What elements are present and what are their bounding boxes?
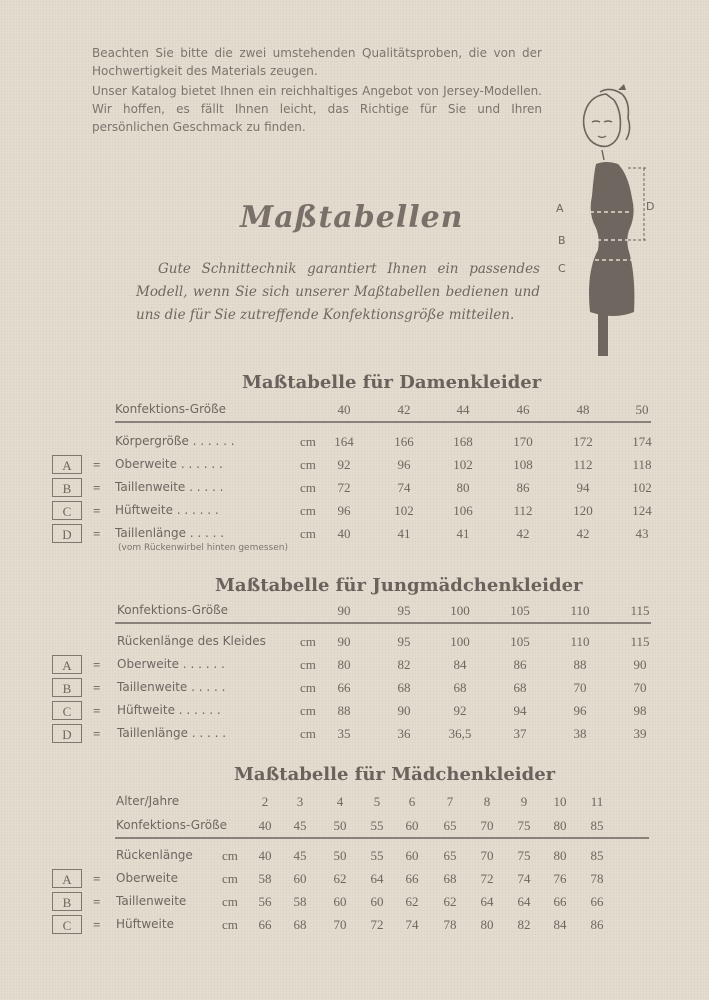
maedchen-value-cell: 66 [590, 894, 604, 909]
maedchen-row-label: Rückenlänge [116, 848, 193, 862]
jung-value-cell: 82 [397, 657, 411, 672]
damen-row-label: Oberweite . . . . . . [115, 457, 223, 471]
damen-value-cell: 86 [516, 480, 530, 495]
maedchen-age-label: Alter/Jahre [116, 794, 180, 808]
damen-value-cell: 43 [635, 526, 649, 541]
damen-value-cell: 74 [397, 480, 411, 495]
jung-value-cell: 88 [337, 703, 351, 718]
damen-value-cell: 96 [397, 457, 411, 472]
maedchen-value-cell: 84 [553, 917, 567, 932]
jung-row-unit: cm [300, 726, 316, 741]
jung-value-cell: 105 [510, 634, 530, 649]
damen-value-cell: 42 [576, 526, 590, 541]
maedchen-size-header-cell: 70 [480, 818, 494, 833]
maedchen-value-cell: 60 [333, 894, 347, 909]
maedchen-value-cell: 58 [293, 894, 307, 909]
maedchen-row-unit: cm [222, 848, 238, 863]
maedchen-row-label: Taillenweite [116, 894, 187, 908]
maedchen-value-cell: 66 [405, 871, 419, 886]
jung-table-title: Maßtabelle für Jungmädchenkleider [215, 575, 583, 596]
damen-equals-sign: = [93, 480, 101, 495]
maedchen-age-cell: 3 [296, 794, 304, 809]
jung-value-cell: 66 [337, 680, 351, 695]
damen-value-cell: 96 [337, 503, 351, 518]
dress-form-illustration [548, 84, 668, 364]
damen-size-header-cell: 42 [397, 402, 411, 417]
maedchen-value-cell: 64 [480, 894, 494, 909]
maedchen-size-header-cell: 55 [370, 818, 384, 833]
jung-value-cell: 68 [453, 680, 467, 695]
maedchen-value-cell: 64 [370, 871, 384, 886]
jung-value-cell: 37 [513, 726, 527, 741]
jung-row-label: Taillenlänge . . . . . [117, 726, 227, 740]
maedchen-size-header-cell: 80 [553, 818, 567, 833]
damen-size-header-cell: 40 [337, 402, 351, 417]
maedchen-size-header-cell: 40 [258, 818, 272, 833]
damen-footnote: (vom Rückenwirbel hinten gemessen) [118, 543, 289, 553]
damen-value-cell: 170 [513, 434, 533, 449]
damen-value-cell: 102 [632, 480, 652, 495]
damen-value-cell: 112 [573, 457, 593, 472]
maedchen-value-cell: 74 [517, 871, 531, 886]
maedchen-value-cell: 66 [258, 917, 272, 932]
maedchen-value-cell: 78 [590, 871, 604, 886]
jung-value-cell: 94 [513, 703, 527, 718]
maedchen-value-cell: 72 [370, 917, 384, 932]
jung-value-cell: 90 [397, 703, 411, 718]
figure-label-b: B [558, 234, 566, 247]
maedchen-value-cell: 85 [590, 848, 604, 863]
maedchen-header-rule [115, 837, 649, 839]
damen-value-cell: 41 [397, 526, 411, 541]
damen-row-marker-box: B [52, 478, 82, 497]
jung-row-label: Oberweite . . . . . . [117, 657, 225, 671]
damen-equals-sign: = [93, 526, 101, 541]
jung-header-rule [115, 622, 651, 624]
jung-row-label: Hüftweite . . . . . . [117, 703, 221, 717]
maedchen-age-cell: 7 [446, 794, 454, 809]
jung-value-cell: 68 [513, 680, 527, 695]
jung-value-cell: 70 [633, 680, 647, 695]
maedchen-age-cell: 2 [261, 794, 269, 809]
maedchen-value-cell: 62 [333, 871, 347, 886]
maedchen-value-cell: 80 [480, 917, 494, 932]
jung-size-header-cell: 115 [630, 603, 650, 618]
jung-value-cell: 38 [573, 726, 587, 741]
maedchen-value-cell: 74 [405, 917, 419, 932]
jung-row-unit: cm [300, 703, 316, 718]
damen-row-unit: cm [300, 503, 316, 518]
damen-equals-sign: = [93, 503, 101, 518]
maedchen-value-cell: 68 [443, 871, 457, 886]
maedchen-age-cell: 8 [483, 794, 491, 809]
maedchen-value-cell: 60 [370, 894, 384, 909]
jung-row-label: Taillenweite . . . . . [117, 680, 226, 694]
damen-row-label: Taillenlänge . . . . . [115, 526, 225, 540]
maedchen-size-header-cell: 45 [293, 818, 307, 833]
jung-value-cell: 88 [573, 657, 587, 672]
maedchen-table-title: Maßtabelle für Mädchenkleider [234, 764, 556, 785]
damen-value-cell: 41 [456, 526, 470, 541]
jung-value-cell: 36,5 [448, 726, 472, 741]
maedchen-header-label: Konfektions-Größe [116, 818, 228, 832]
jung-header-label: Konfektions-Größe [117, 603, 229, 617]
intro-text [92, 44, 542, 138]
jung-size-header-cell: 90 [337, 603, 351, 618]
damen-row-marker-box: C [52, 501, 82, 520]
jung-row-label: Rückenlänge des Kleides [117, 634, 266, 648]
maedchen-age-cell: 6 [408, 794, 416, 809]
damen-row-unit: cm [300, 526, 316, 541]
jung-value-cell: 84 [453, 657, 467, 672]
jung-value-cell: 98 [633, 703, 647, 718]
maedchen-age-cell: 11 [590, 794, 604, 809]
damen-value-cell: 102 [394, 503, 414, 518]
maedchen-value-cell: 80 [553, 848, 567, 863]
maedchen-value-cell: 75 [517, 848, 531, 863]
jung-value-cell: 92 [453, 703, 467, 718]
maedchen-value-cell: 78 [443, 917, 457, 932]
jung-value-cell: 110 [570, 634, 590, 649]
damen-size-header-cell: 48 [576, 402, 590, 417]
damen-value-cell: 42 [516, 526, 530, 541]
maedchen-value-cell: 76 [553, 871, 567, 886]
maedchen-size-header-cell: 50 [333, 818, 347, 833]
maedchen-row-unit: cm [222, 894, 238, 909]
maedchen-value-cell: 64 [517, 894, 531, 909]
damen-row-unit: cm [300, 457, 316, 472]
jung-value-cell: 35 [337, 726, 351, 741]
damen-value-cell: 102 [453, 457, 473, 472]
jung-value-cell: 95 [397, 634, 411, 649]
maedchen-value-cell: 62 [405, 894, 419, 909]
jung-row-marker-box: C [52, 701, 82, 720]
maedchen-equals-sign: = [93, 871, 101, 886]
jung-row-marker-box: B [52, 678, 82, 697]
damen-value-cell: 112 [513, 503, 533, 518]
maedchen-value-cell: 50 [333, 848, 347, 863]
jung-value-cell: 39 [633, 726, 647, 741]
damen-header-label: Konfektions-Größe [115, 402, 227, 416]
maedchen-size-header-cell: 65 [443, 818, 457, 833]
jung-row-marker-box: A [52, 655, 82, 674]
jung-value-cell: 80 [337, 657, 351, 672]
maedchen-value-cell: 40 [258, 848, 272, 863]
damen-value-cell: 80 [456, 480, 470, 495]
maedchen-value-cell: 65 [443, 848, 457, 863]
jung-value-cell: 115 [630, 634, 650, 649]
maedchen-value-cell: 60 [293, 871, 307, 886]
maedchen-value-cell: 45 [293, 848, 307, 863]
damen-value-cell: 124 [632, 503, 652, 518]
jung-value-cell: 68 [397, 680, 411, 695]
maedchen-equals-sign: = [93, 894, 101, 909]
damen-size-header-cell: 46 [516, 402, 530, 417]
maedchen-value-cell: 60 [405, 848, 419, 863]
damen-value-cell: 72 [337, 480, 351, 495]
damen-value-cell: 106 [453, 503, 473, 518]
jung-value-cell: 90 [337, 634, 351, 649]
jung-row-unit: cm [300, 680, 316, 695]
jung-equals-sign: = [93, 680, 101, 695]
maedchen-row-label: Hüftweite [116, 917, 174, 931]
damen-size-header-cell: 44 [456, 402, 470, 417]
maedchen-age-cell: 4 [336, 794, 344, 809]
jung-equals-sign: = [93, 726, 101, 741]
maedchen-equals-sign: = [93, 917, 101, 932]
maedchen-value-cell: 72 [480, 871, 494, 886]
jung-size-header-cell: 100 [450, 603, 470, 618]
damen-value-cell: 174 [632, 434, 652, 449]
maedchen-value-cell: 66 [553, 894, 567, 909]
jung-size-header-cell: 110 [570, 603, 590, 618]
figure-label-c: C [558, 262, 566, 275]
jung-size-header-cell: 105 [510, 603, 530, 618]
jung-row-marker-box: D [52, 724, 82, 743]
maedchen-value-cell: 86 [590, 917, 604, 932]
maedchen-value-cell: 82 [517, 917, 531, 932]
damen-value-cell: 172 [573, 434, 593, 449]
maedchen-value-cell: 70 [480, 848, 494, 863]
jung-value-cell: 96 [573, 703, 587, 718]
damen-row-unit: cm [300, 480, 316, 495]
intro-paragraph-1: Beachten Sie bitte die zwei umstehenden Qualitätsproben, die von der Hochwertigkeit des Materials zeugen. [92, 46, 542, 78]
jung-equals-sign: = [93, 657, 101, 672]
damen-row-label: Taillenweite . . . . . [115, 480, 224, 494]
damen-size-header-cell: 50 [635, 402, 649, 417]
maedchen-row-label: Oberweite [116, 871, 178, 885]
jung-value-cell: 36 [397, 726, 411, 741]
jung-equals-sign: = [93, 703, 101, 718]
maedchen-value-cell: 56 [258, 894, 272, 909]
page-title: Maßtabellen [240, 200, 464, 235]
damen-value-cell: 94 [576, 480, 590, 495]
damen-row-label: Körpergröße . . . . . . [115, 434, 235, 448]
maedchen-age-cell: 10 [553, 794, 567, 809]
jung-size-header-cell: 95 [397, 603, 411, 618]
damen-table-title: Maßtabelle für Damenkleider [242, 372, 542, 393]
maedchen-age-cell: 9 [520, 794, 528, 809]
maedchen-row-unit: cm [222, 871, 238, 886]
maedchen-value-cell: 62 [443, 894, 457, 909]
maedchen-row-marker-box: A [52, 869, 82, 888]
jung-value-cell: 100 [450, 634, 470, 649]
maedchen-age-cell: 5 [373, 794, 381, 809]
jung-value-cell: 70 [573, 680, 587, 695]
damen-row-marker-box: A [52, 455, 82, 474]
damen-equals-sign: = [93, 457, 101, 472]
damen-value-cell: 120 [573, 503, 593, 518]
maedchen-value-cell: 58 [258, 871, 272, 886]
maedchen-value-cell: 68 [293, 917, 307, 932]
maedchen-row-marker-box: B [52, 892, 82, 911]
damen-value-cell: 166 [394, 434, 414, 449]
maedchen-size-header-cell: 85 [590, 818, 604, 833]
intro-paragraph-2: Unser Katalog bietet Ihnen ein reichhaltiges Angebot von Jersey-Modellen. Wir hoffen, es fällt Ihnen leicht, das Richtige für Sie und Ihren persönlichen Geschmack zu finden. [92, 84, 542, 134]
maedchen-size-header-cell: 60 [405, 818, 419, 833]
damen-row-label: Hüftweite . . . . . . [115, 503, 219, 517]
damen-value-cell: 108 [513, 457, 533, 472]
damen-value-cell: 40 [337, 526, 351, 541]
damen-value-cell: 118 [632, 457, 652, 472]
jung-value-cell: 90 [633, 657, 647, 672]
damen-header-rule [115, 421, 651, 423]
figure-label-a: A [556, 202, 564, 215]
intro-measure-text: Gute Schnittechnik garantiert Ihnen ein passendes Modell, wenn Sie sich unserer Maßtabellen bedienen und uns die für Sie zutreffende Konfektionsgröße mitteilen. [136, 261, 540, 323]
maedchen-row-marker-box: C [52, 915, 82, 934]
damen-value-cell: 92 [337, 457, 351, 472]
jung-value-cell: 86 [513, 657, 527, 672]
jung-row-unit: cm [300, 634, 316, 649]
figure-label-d: D [646, 200, 655, 213]
maedchen-value-cell: 55 [370, 848, 384, 863]
maedchen-row-unit: cm [222, 917, 238, 932]
damen-value-cell: 164 [334, 434, 354, 449]
damen-value-cell: 168 [453, 434, 473, 449]
maedchen-size-header-cell: 75 [517, 818, 531, 833]
damen-row-unit: cm [300, 434, 316, 449]
jung-row-unit: cm [300, 657, 316, 672]
maedchen-value-cell: 70 [333, 917, 347, 932]
damen-row-marker-box: D [52, 524, 82, 543]
